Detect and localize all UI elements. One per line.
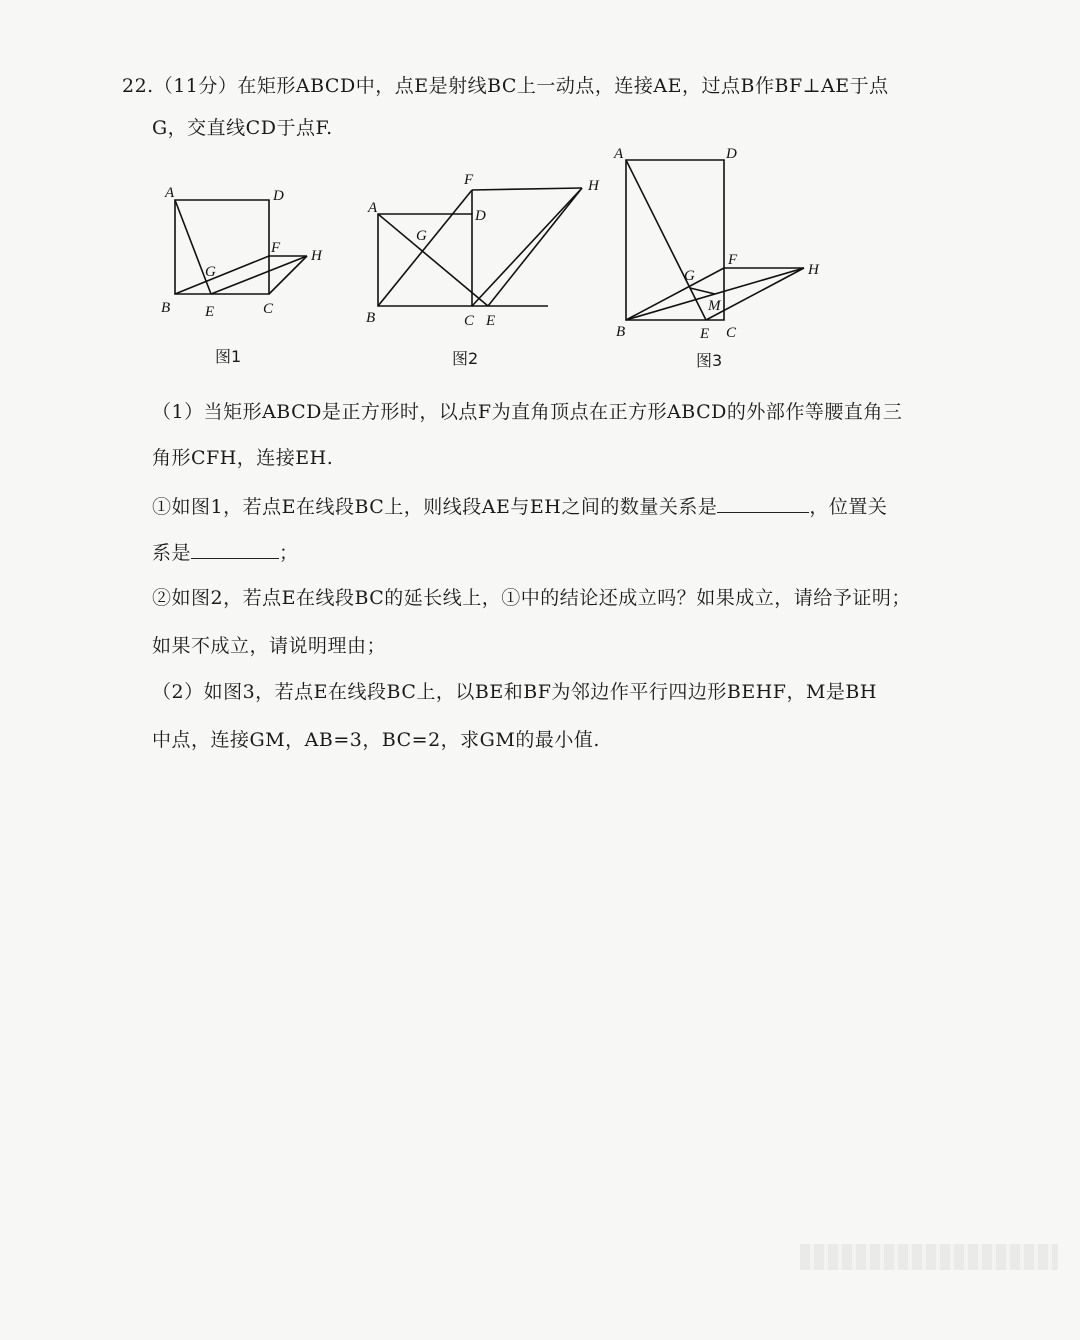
label-m: M bbox=[708, 298, 721, 314]
label-h: H bbox=[588, 178, 599, 194]
answer-blank-quantity[interactable] bbox=[717, 494, 809, 513]
label-c: C bbox=[726, 325, 737, 341]
label-h: H bbox=[808, 262, 819, 278]
label-g: G bbox=[205, 264, 216, 280]
problem-line-1: 22.（11分）在矩形ABCD中，点E是射线BC上一动点，连接AE，过点B作BF⊥AE于点 bbox=[122, 75, 889, 97]
segment-eh bbox=[211, 256, 307, 294]
segment-eh bbox=[488, 188, 582, 306]
figure-3-caption: 图3 bbox=[696, 351, 723, 370]
problem-line-2: G，交直线CD于点F. bbox=[152, 117, 333, 139]
segment-bf bbox=[175, 256, 269, 294]
figure-2 bbox=[360, 170, 610, 368]
figure-3 bbox=[608, 140, 838, 370]
figure-2-caption: 图2 bbox=[452, 349, 479, 368]
label-a: A bbox=[368, 200, 378, 216]
label-c: C bbox=[263, 301, 274, 317]
label-f: F bbox=[271, 240, 281, 256]
label-a: A bbox=[165, 185, 175, 201]
segment-bf bbox=[378, 190, 472, 306]
segment-eh bbox=[706, 268, 804, 320]
question-1-line-1 bbox=[152, 494, 887, 519]
label-a: A bbox=[614, 146, 624, 162]
label-g: G bbox=[416, 228, 427, 244]
question-1-text-b: ，位置关 bbox=[809, 496, 888, 518]
question-2-line-2: 如果不成立，请说明理由； bbox=[152, 635, 387, 657]
part2-line-1: （2）如图3，若点E在线段BC上，以BE和BF为邻边作平行四边形BEHF，M是BH bbox=[152, 681, 877, 703]
label-b: B bbox=[616, 324, 626, 340]
label-d: D bbox=[273, 188, 284, 204]
figure-1-caption: 图1 bbox=[215, 347, 242, 366]
label-b: B bbox=[366, 310, 376, 326]
segment-fh bbox=[472, 188, 582, 190]
segment-ch bbox=[472, 188, 582, 306]
label-b: B bbox=[161, 300, 171, 316]
figure-1-diagram bbox=[155, 180, 345, 330]
label-e: E bbox=[205, 304, 215, 320]
label-f: F bbox=[728, 252, 738, 268]
label-g: G bbox=[684, 268, 695, 284]
question-2-line-1: ②如图2，若点E在线段BC的延长线上，①中的结论还成立吗？如果成立，请给予证明； bbox=[152, 587, 911, 609]
part2-line-2: 中点，连接GM，AB=3，BC=2，求GM的最小值. bbox=[152, 729, 600, 751]
segment-ch bbox=[269, 256, 307, 294]
answer-blank-position[interactable] bbox=[191, 540, 279, 559]
part1-line-1: （1）当矩形ABCD是正方形时，以点F为直角顶点在正方形ABCD的外部作等腰直角三 bbox=[152, 401, 903, 423]
label-e: E bbox=[700, 326, 710, 342]
label-e: E bbox=[486, 313, 496, 329]
label-d: D bbox=[726, 146, 737, 162]
label-c: C bbox=[464, 313, 475, 329]
label-f: F bbox=[464, 172, 474, 188]
figure-2-diagram bbox=[360, 170, 610, 335]
square-abcd bbox=[175, 200, 269, 294]
segment-gm bbox=[690, 288, 715, 294]
question-1-line-2 bbox=[152, 540, 299, 565]
question-1-text-d: ； bbox=[279, 542, 299, 564]
part1-line-2: 角形CFH，连接EH. bbox=[152, 447, 334, 469]
question-1-text-c: 系是 bbox=[152, 542, 192, 564]
scan-edge-artifact bbox=[800, 1244, 1058, 1270]
label-d: D bbox=[475, 208, 486, 224]
label-h: H bbox=[311, 248, 322, 264]
question-1-text-a: ①如图1，若点E在线段BC上，则线段AE与EH之间的数量关系是 bbox=[152, 496, 718, 518]
figure-1 bbox=[155, 180, 345, 366]
segment-ae bbox=[626, 160, 706, 320]
figure-3-diagram bbox=[608, 140, 838, 345]
